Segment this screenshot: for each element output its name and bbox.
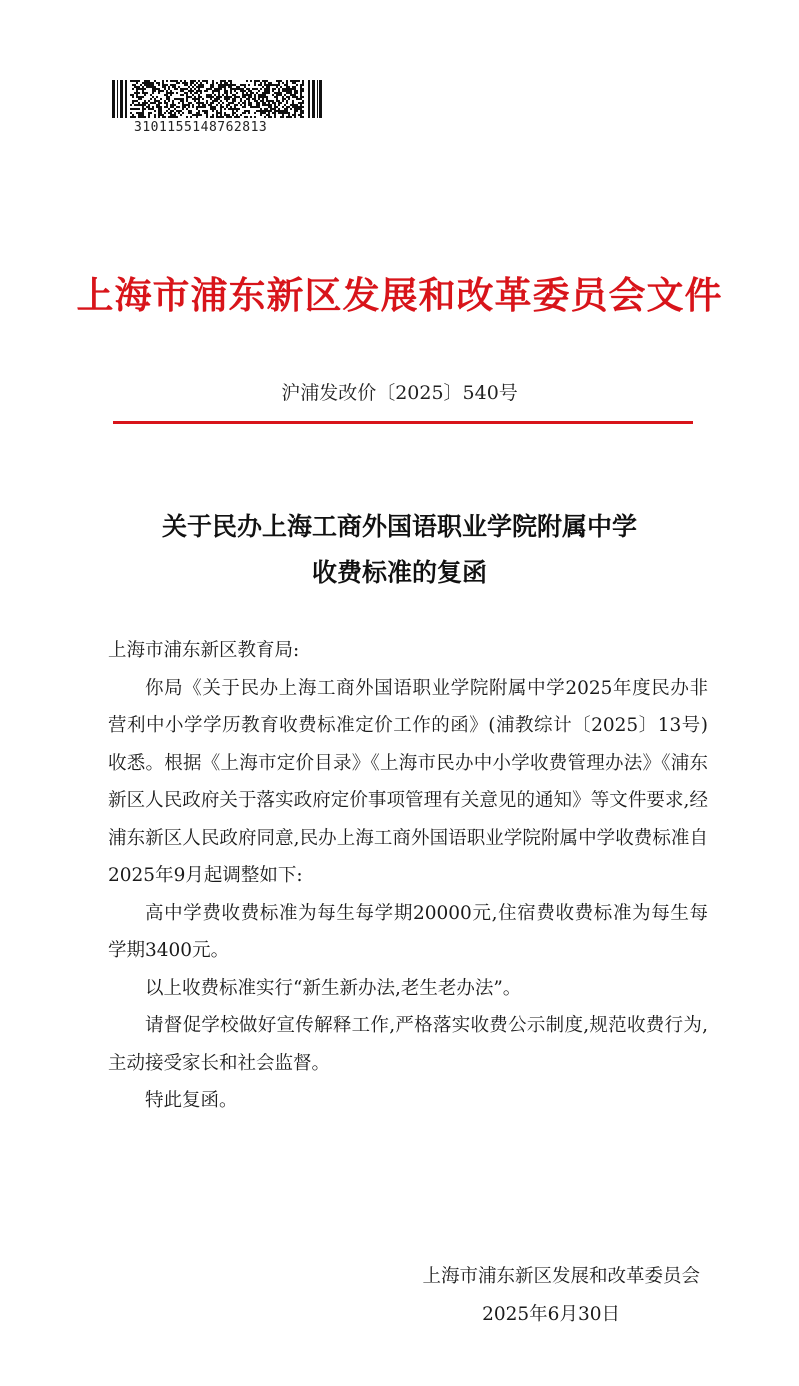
red-divider — [113, 421, 693, 424]
barcode-graphic — [112, 80, 322, 118]
body-paragraph-2: 高中学费收费标准为每生每学期20000元,住宿费收费标准为每生每学期3400元。 — [108, 902, 708, 961]
barcode-number: 3101155148762813 — [134, 120, 268, 135]
document-number: 沪浦发改价〔2025〕540号 — [281, 382, 518, 404]
issuer-header: 上海市浦东新区发展和改革委员会文件 — [76, 273, 723, 317]
title-line-2: 收费标准的复函 — [311, 558, 487, 587]
salutation: 上海市浦东新区教育局: — [108, 640, 300, 661]
document-title — [0, 504, 799, 596]
signature-block — [330, 1258, 700, 1334]
document-body — [108, 632, 708, 1120]
signature-date: 2025年6月30日 — [482, 1304, 620, 1325]
title-line-1: 关于民办上海工商外国语职业学院附属中学 — [161, 512, 637, 541]
body-paragraph-5: 特此复函。 — [145, 1090, 238, 1111]
body-paragraph-3: 以上收费标准实行“新生新办法,老生老办法”。 — [145, 977, 522, 999]
body-paragraph-1: 你局《关于民办上海工商外国语职业学院附属中学2025年度民办非营利中小学学历教育收费标准定价工作的函》(浦教综计〔2025〕13号)收悉。根据《上海市定价目录》《上海市民办中小学收费管理办法》《浦东新区人民政府关于落实政府定价事项管理有关意见的通知》等文件要求,经浦东新区人民政府同意,民办上海工商外国语职业学院附属中学收费标准自2025年9月起调整如下: — [108, 677, 708, 886]
signature-organization: 上海市浦东新区发展和改革委员会 — [422, 1266, 700, 1287]
barcode — [112, 80, 322, 135]
body-paragraph-4: 请督促学校做好宣传解释工作,严格落实收费公示制度,规范收费行为,主动接受家长和社会监督。 — [108, 1015, 708, 1074]
